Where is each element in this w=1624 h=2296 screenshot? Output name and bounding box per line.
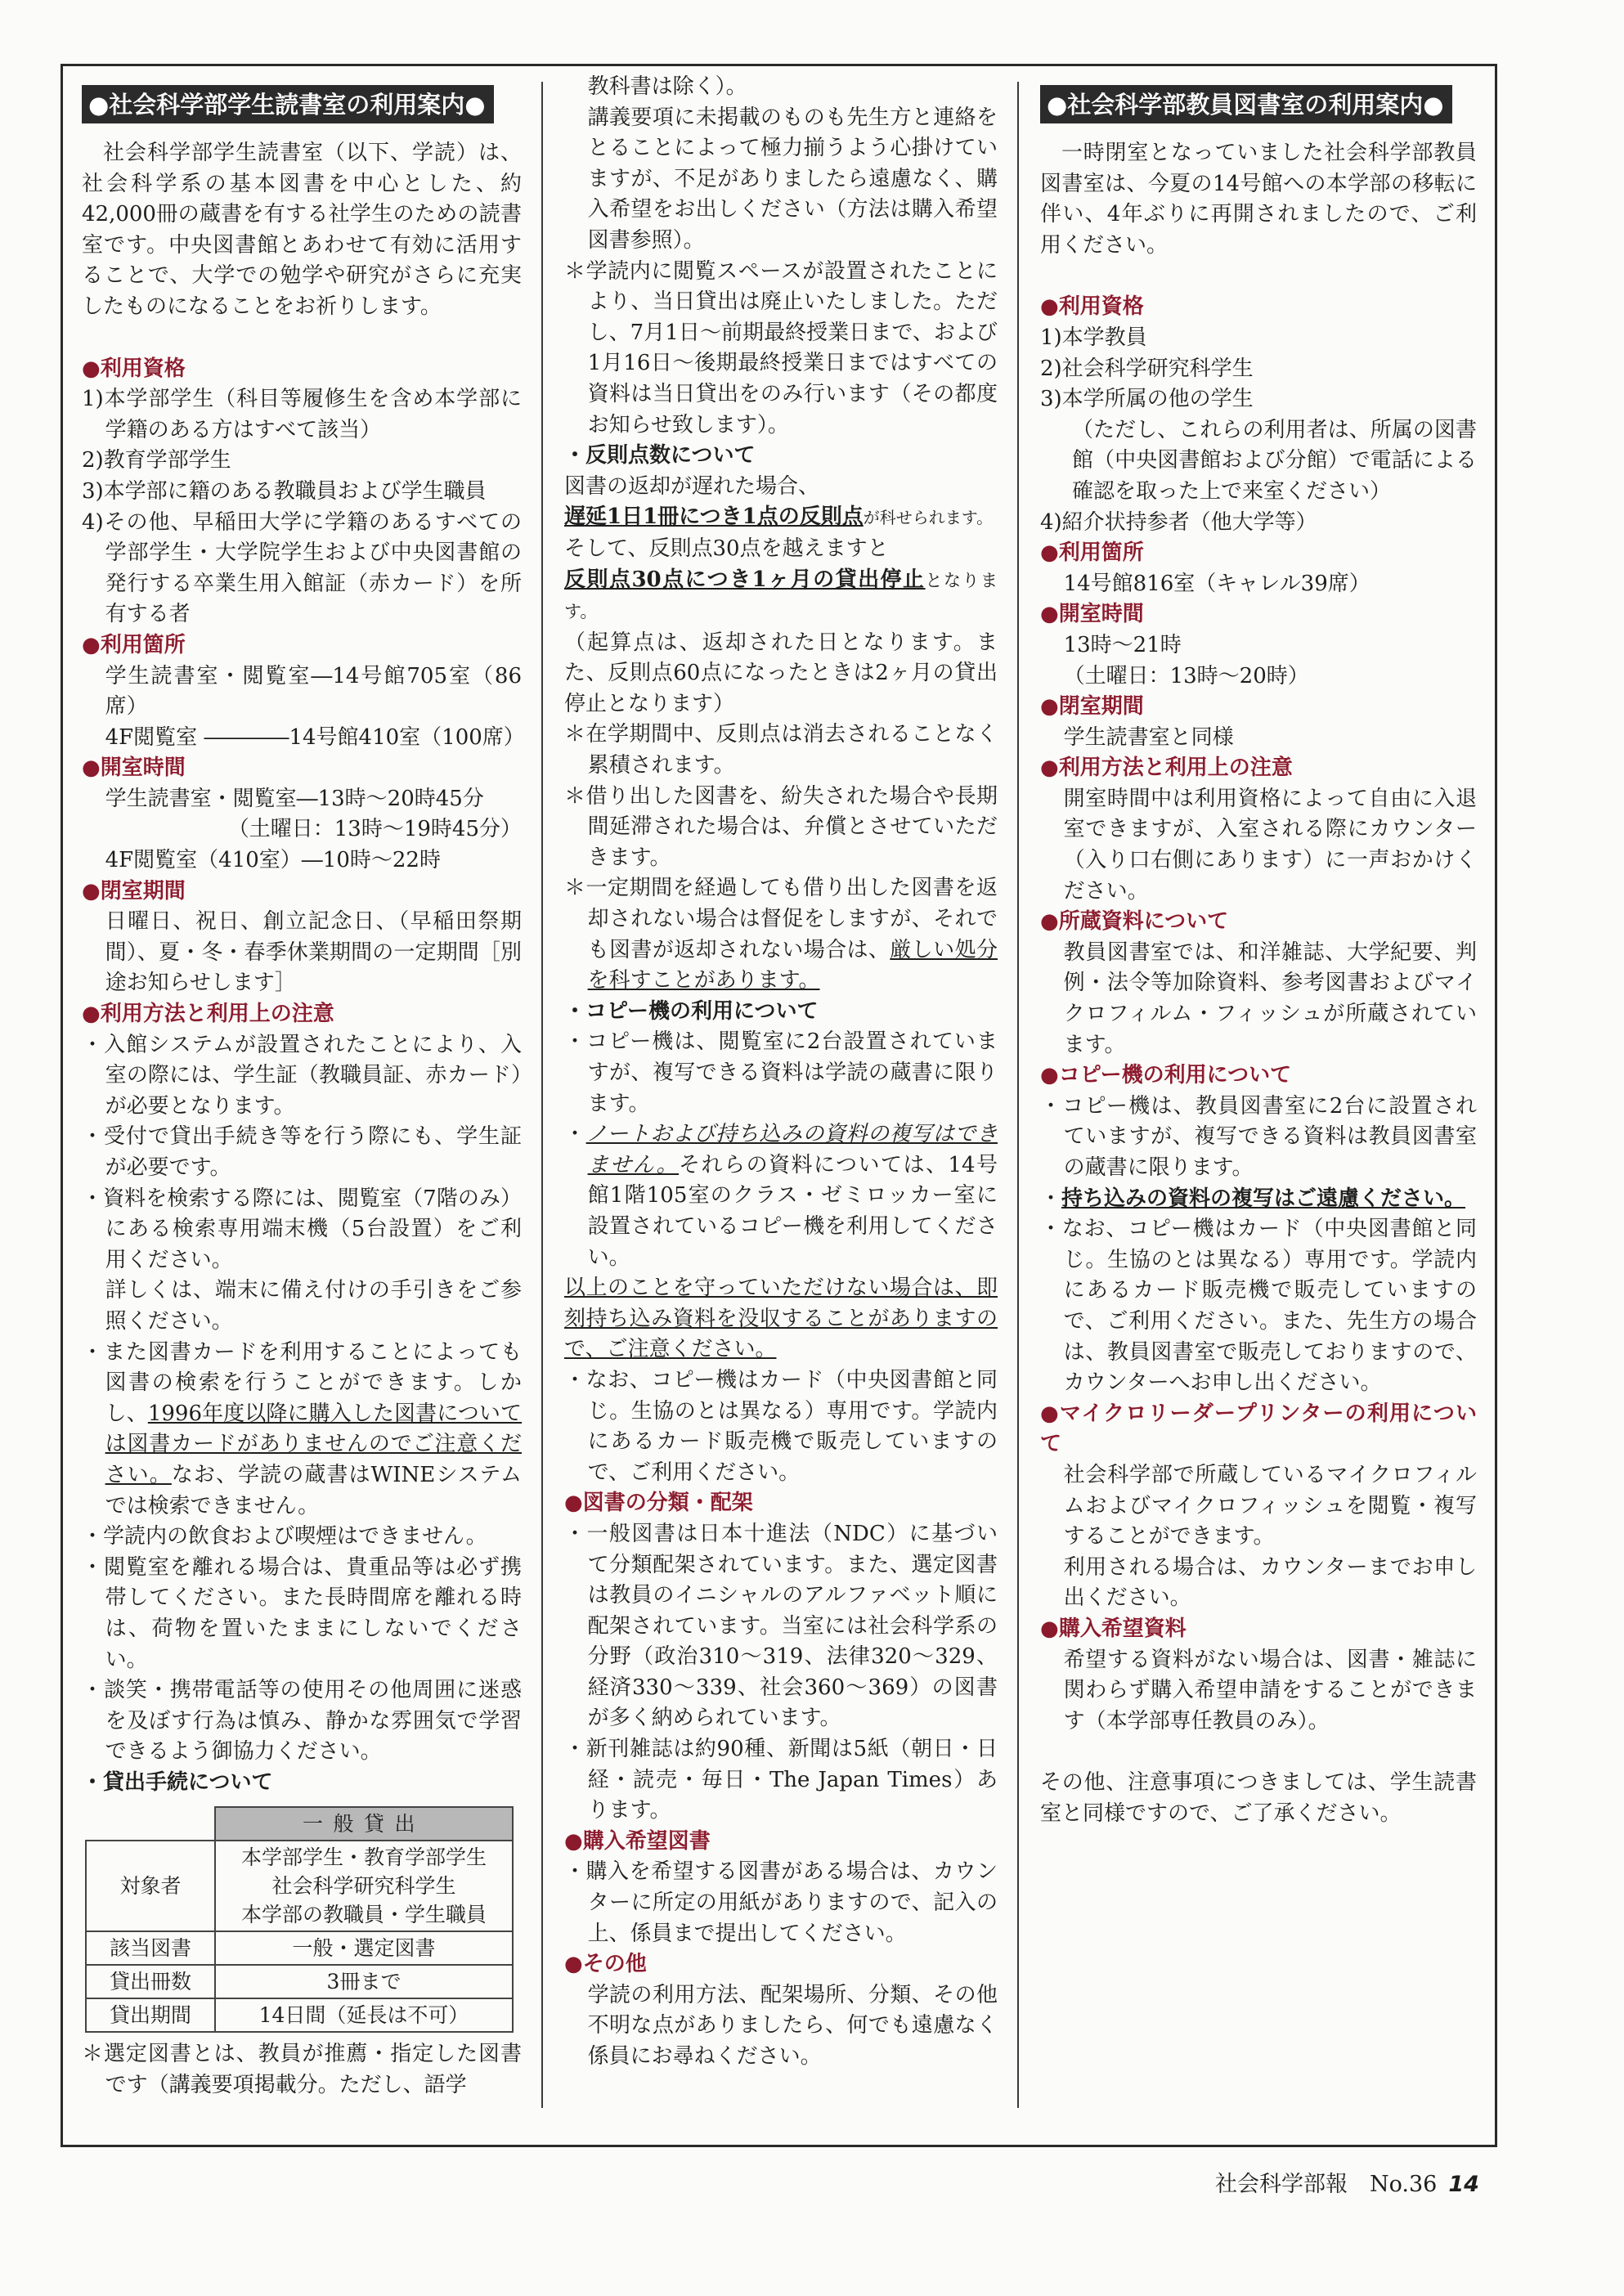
other-heading: ● その他 [564, 1949, 998, 1980]
copy-restriction: 持ち込みの資料の複写はご遠慮ください。 [1061, 1186, 1466, 1211]
table-cell: 3冊まで [215, 1965, 513, 1998]
table-cell: 一般・選定図書 [215, 1931, 513, 1965]
table-cell-line: 社会科学研究科学生 [271, 1874, 456, 1899]
table-cell: 14日間（延長は不可） [215, 1998, 513, 2032]
eligibility-item: 3)本学所属の他の学生 [1040, 387, 1254, 412]
closing-note: その他、注意事項につきましては、学生読書室と同様ですので、ご了承ください。 [1040, 1770, 1477, 1826]
card-catalog-warning: 1996年度以降に購入した図書については図書カードがありませんのでご注意ください。 [105, 1401, 522, 1487]
table-corner [86, 1807, 215, 1841]
purchase-request-heading: ● 購入希望資料 [1040, 1614, 1477, 1645]
usage-item: ・ 閲覧室を離れる場合は、貴重品等は必ず携帯してください。また長時間席を離れる時は、荷物を置いたままにしないでください。 [82, 1553, 522, 1675]
table-cell-line: 本学部の教職員・学生職員 [240, 1903, 487, 1927]
student-room-continued-column [564, 72, 998, 2073]
usage-item: ・ 談笑・携帯電話等の使用その他周囲に迷惑を及ぼす行為は慎み、静かな雰囲気で学習できるよう御協力ください。 [82, 1675, 522, 1768]
table-row [86, 1931, 513, 1965]
syllabus-note: 講義要項に未掲載のものも先生方と連絡をとることによって極力揃うよう心掛けていますが、不足がありましたら遠慮なく、購入希望をお出しください（方法は購入希望図書参照）。 [587, 105, 998, 253]
page-number: 14 [1448, 2172, 1479, 2197]
location-line: 学生読書室・閲覧室―14号館705室（86席） [105, 663, 522, 720]
holdings-text: 教員図書室では、和洋雑誌、大学紀要、判例・法令等加除資料、参考図書およびマイクロフィルム・フィッシュが所蔵されています。 [1063, 939, 1477, 1057]
usage-item [82, 1338, 522, 1522]
eligibility-heading: ● 利用資格 [82, 354, 522, 385]
same-day-lending-note: ＊ 学読内に閲覧スペースが設置されたことにより、当日貸出は廃止いたしました。ただし、7月1日〜前期最終授業日まで、および1月16日〜後期最終授業日まではすべての資料は当日貸出をのみ行います（その都度お知らせ致します）。 [564, 257, 998, 442]
student-room-intro: 社会科学部学生読書室（以下、学読）は、社会科学系の基本図書を中心とした、約42,000冊の蔵書を有する社学生のための読書室です。中央図書館とあわせて有効に活用することで、大学での勉学や研究がさらに充実したものになることをお祈りします。 [82, 141, 522, 319]
page-footer [1215, 2166, 1479, 2198]
hours-line: （土曜日：13時〜20時） [1063, 663, 1309, 688]
faculty-library-column [1040, 85, 1477, 1829]
faculty-room-title: ●社会科学部教員図書室の利用案内● [1040, 85, 1452, 123]
usage-item-text: なお、学読の蔵書はWINEシステムでは検索できません。 [105, 1462, 522, 1518]
usage-item-text: また図書カードを利用することによっても図書の検索を行うことができます。しかし、 [103, 1339, 522, 1426]
penalty-note: ＊ 在学期間中、反則点は消去されることなく累積されます。 [564, 720, 998, 781]
faculty-room-intro: 一時閉室となっていました社会科学部教員図書室は、今夏の14号館への本学部の移転に伴い、4年ぶりに再開されましたので、ご利用ください。 [1040, 141, 1477, 258]
table-cell [215, 1841, 513, 1931]
copy-item [564, 1119, 998, 1273]
eligibility-item: 3)本学部に籍のある教職員および学生職員 [82, 478, 487, 504]
selected-books-note: ＊ 選定図書とは、教員が推薦・指定した図書です（講義要項掲載分。ただし、語学 [82, 2039, 522, 2101]
copy-item: ・ コピー機は、教員図書室に2台に設置されていますが、複写できる資料は教員図書室の蔵書に限ります。 [1040, 1092, 1477, 1184]
suspension-rule: 反則点30点につき1ヶ月の貸出停止 [564, 567, 926, 592]
holdings-heading: ● 所蔵資料について [1040, 907, 1477, 938]
hours-line: （土曜日：13時〜19時45分） [227, 817, 522, 842]
location-line: 14号館816室（キャレル39席） [1063, 571, 1371, 596]
penalty-rule: 遅延1日1冊につき1点の反則点 [564, 504, 864, 530]
copy-item-text: それらの資料については、14号館1階105室のクラス・ゼミロッカー室に設置されているコピー機を利用してください。 [587, 1152, 998, 1270]
eligibility-item: 4)その他、早稲田大学に学籍のあるすべての学部学生・大学院学生および中央図書館の発行する卒業生用入館証（赤カード）を所有する者 [82, 509, 522, 627]
penalty-text [564, 502, 998, 534]
usage-heading: ● 利用方法と利用上の注意 [82, 999, 522, 1030]
table-row-label: 貸出期間 [86, 1998, 215, 2032]
strict-penalty-warning: 厳しい処分を科すことがあります。 [587, 937, 998, 993]
eligibility-item: 1)本学教員 [1040, 325, 1147, 350]
penalty-note: ＊ 借り出した図書を、紛失された場合や長期間延滞された場合は、弁償とさせていただきます。 [564, 782, 998, 874]
hours-line: 4F閲覧室（410室）―10時〜22時 [105, 848, 441, 873]
table-cell-line: 本学部学生・教育学部学生 [240, 1845, 487, 1870]
eligibility-heading: ● 利用資格 [1040, 292, 1477, 323]
purchase-request-heading: ● 購入希望図書 [564, 1827, 998, 1858]
usage-item-note: 詳しくは、端末に備え付けの手引きをご参照ください。 [105, 1278, 522, 1334]
penalty-note-text: 一定期間を経過しても借り出した図書を返却されない場合は督促をしますが、それでも図書が返却されない場合は、 [585, 876, 998, 962]
closed-text: 学生読書室と同様 [1063, 724, 1234, 750]
hours-line: 学生読書室・閲覧室―13時〜20時45分 [105, 786, 484, 811]
table-row [86, 1841, 513, 1931]
usage-item: ・ 資料を検索する際には、閲覧室（7階のみ）にある検索専用端末機（5台設置）をご利用ください。 [82, 1184, 522, 1276]
table-row [86, 1998, 513, 2032]
hours-line: 13時〜21時 [1063, 632, 1182, 657]
eligibility-item: 4)紹介状持参者（他大学等） [1040, 509, 1317, 535]
copy-heading: ・ コピー機の利用について [564, 997, 998, 1028]
eligibility-item: 1)本学部学生（科目等履修生を含め本学部に学籍のある方はすべて該当） [82, 387, 522, 442]
table-row [86, 1965, 513, 1998]
eligibility-note: （ただし、これらの利用者は、所属の図書館（中央図書館および分館）で電話による確認を取った上で来室ください） [1072, 417, 1477, 504]
table-row-label: 該当図書 [86, 1931, 215, 1965]
copy-item: ・ なお、コピー機はカード（中央図書館と同じ。生協のとは異なる）専用です。学読内にあるカード販売機で販売していますので、ご利用ください。また、先生方の場合は、教員図書室で販売しておりますので、カウンターへお申し出ください。 [1040, 1214, 1477, 1399]
classification-item: ・ 一般図書は日本十進法（NDC）に基づいて分類配架されています。また、選定図書は教員のイニシャルのアルファベット順に配架されています。当室には社会科学系の分野（政治310〜319、法律320〜329、経済330〜339、社会360〜369）の図書が多く納められています。 [564, 1519, 998, 1734]
journal-name: 社会科学部報 No.36 [1215, 2172, 1438, 2197]
eligibility-item: 2)社会科学研究科学生 [1040, 356, 1254, 381]
closed-heading: ● 閉室期間 [82, 877, 522, 908]
penalty-suffix: となります。 [564, 570, 998, 622]
usage-text: 開室時間中は利用資格によって自由に入退室できますが、入室される際にカウンター（入り口右側にあります）に一声おかけください。 [1063, 786, 1477, 904]
location-line: 4F閲覧室 ――――14号館410室（100席） [105, 724, 525, 750]
penalty-text: 図書の返却が遅れた場合、 [564, 473, 820, 499]
usage-heading: ● 利用方法と利用上の注意 [1040, 753, 1477, 784]
closed-heading: ● 閉室期間 [1040, 692, 1477, 723]
penalty-text [564, 565, 998, 628]
penalty-text: そして、反則点30点を越えますと [564, 536, 889, 561]
penalty-heading: ・ 反則点数について [564, 441, 998, 472]
column-rule-1 [541, 82, 543, 2108]
penalty-note [564, 873, 998, 996]
hours-heading: ● 開室時間 [82, 753, 522, 784]
column-rule-2 [1017, 82, 1019, 2108]
table-row-label: 対象者 [86, 1841, 215, 1931]
usage-item: ・ 受付で貸出手続き等を行う際にも、学生証が必要です。 [82, 1122, 522, 1183]
hours-heading: ● 開室時間 [1040, 599, 1477, 630]
lending-table [85, 1806, 514, 2033]
other-text: 学読の利用方法、配架場所、分類、その他不明な点がありましたら、何でも遠慮なく係員にお尋ねください。 [587, 1982, 998, 2069]
student-reading-room-column [82, 85, 525, 2101]
confiscation-warning: 以上のことを守っていただけない場合は、即刻持ち込み資料を没収することがありますので、ご注意ください。 [564, 1276, 998, 1362]
microreader-text: 利用される場合は、カウンターまでお申し出ください。 [1063, 1554, 1477, 1611]
microreader-heading: ● マイクロリーダープリンターの利用について [1040, 1399, 1477, 1460]
copy-item [1040, 1184, 1477, 1215]
penalty-text: （起算点は、返却された日となります。また、反則点60点になったときは2ヶ月の貸出停止となります） [564, 630, 998, 716]
table-row-label: 貸出冊数 [86, 1965, 215, 1998]
student-room-title: ●社会科学部学生読書室の利用案内● [82, 85, 494, 123]
lending-heading: ・ 貸出手続について [82, 1768, 522, 1799]
classification-item: ・ 新刊雑誌は約90種、新聞は5紙（朝日・日経・読売・毎日・The Japan Times）あります。 [564, 1734, 998, 1827]
microreader-text: 社会科学部で所蔵しているマイクロフィルムおよびマイクロフィッシュを閲覧・複写することができます。 [1063, 1462, 1477, 1549]
usage-item: ・ 入館システムが設置されたことにより、入室の際には、学生証（教職員証、赤カード）が必要となります。 [82, 1030, 522, 1123]
eligibility-item: 2)教育学部学生 [82, 448, 231, 473]
location-heading: ● 利用箇所 [82, 630, 522, 661]
usage-item: ・ 学読内の飲食および喫煙はできません。 [82, 1522, 522, 1553]
closed-text: 日曜日、祝日、創立記念日、（早稲田祭期間）、夏・冬・春季休業期間の一定期間［別途お知らせします］ [105, 909, 522, 996]
copy-restriction: ノートおよび持ち込みの資料の複写はできません。 [585, 1122, 998, 1177]
purchase-request-text: 希望する資料がない場合は、図書・雑誌に関わらず購入希望申請をすることができます（本学部専任教員のみ）。 [1063, 1647, 1477, 1733]
location-heading: ● 利用箇所 [1040, 538, 1477, 569]
copy-item: ・ なお、コピー機はカード（中央図書館と同じ。生協のとは異なる）専用です。学読内にあるカード販売機で販売していますので、ご利用ください。 [564, 1365, 998, 1488]
classification-heading: ● 図書の分類・配架 [564, 1488, 998, 1519]
copy-item: ・ コピー機は、閲覧室に2台設置されていますが、複写できる資料は学読の蔵書に限ります。 [564, 1027, 998, 1119]
penalty-suffix: が科せられます。 [863, 508, 994, 528]
table-header: 一般貸出 [215, 1807, 513, 1841]
copy-heading: ● コピー機の利用について [1040, 1061, 1477, 1092]
purchase-request-item: ・ 購入を希望する図書がある場合は、カウンターに所定の用紙がありますので、記入の上、係員まで提出してください。 [564, 1857, 998, 1949]
note-continued: 教科書は除く）。 [587, 74, 747, 99]
